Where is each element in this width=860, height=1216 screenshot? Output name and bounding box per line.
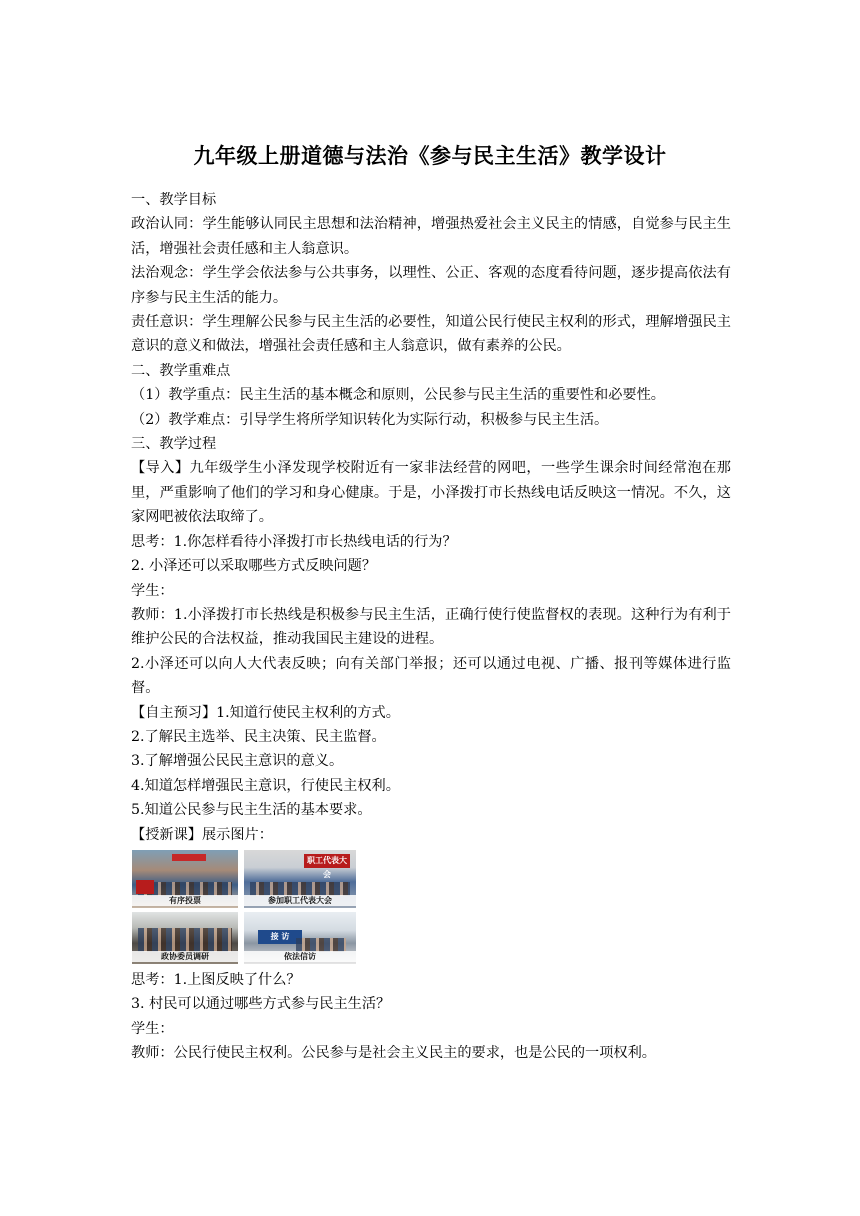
sign-label: 职工代表大会 [304, 854, 350, 868]
paragraph: 责任意识：学生理解公民参与民主生活的必要性，知道公民行使民主权利的形式，理解增强民主意识的意义和做法，增强社会责任感和主人翁意识，做有素养的公民。 [131, 314, 731, 355]
paragraph: 2.了解民主选举、民主决策、民主监督。 [131, 728, 386, 745]
crowd-shape [138, 928, 232, 952]
paragraph: （1）教学重点：民主生活的基本概念和原则，公民参与民主生活的重要性和必要性。 [131, 387, 665, 404]
paragraph: 教师：公民行使民主权利。公民参与是社会主义民主的要求，也是公民的一项权利。 [131, 1045, 656, 1062]
heading-process: 三、教学过程 [131, 436, 217, 453]
crowd-shape [296, 938, 346, 952]
paragraph: 3.了解增强公民民主意识的意义。 [131, 753, 344, 770]
sign-label: 接 访 [258, 930, 302, 944]
paragraph: 2. 小泽还可以采取哪些方式反映问题？ [131, 558, 377, 575]
paragraph: 4.知道怎样增强民主意识，行使民主权利。 [131, 777, 400, 794]
paragraph: （2）教学难点：引导学生将所学知识转化为实际行动，积极参与民主生活。 [131, 411, 609, 428]
paragraph: 【授新课】展示图片： [131, 826, 273, 843]
photo-caption: 政协委员调研 [132, 951, 238, 962]
photo-petition [244, 912, 356, 964]
photo-caption: 有序投票 [132, 895, 238, 906]
paragraph: 3. 村民可以通过哪些方式参与民主生活？ [131, 996, 391, 1013]
banner-shape [172, 854, 206, 861]
heading-key-points: 二、教学重难点 [131, 362, 231, 379]
heading-objectives: 一、教学目标 [131, 192, 217, 208]
paragraph: 【自主预习】1.知道行使民主权利的方式。 [131, 704, 400, 721]
page-title: 九年级上册道德与法治《参与民主生活》教学设计 [193, 144, 667, 168]
paragraph: 法治观念：学生学会依法参与公共事务，以理性、公正、客观的态度看待问题，逐步提高依法有序参与民主生活的能力。 [131, 265, 731, 306]
paragraph: 政治认同：学生能够认同民主思想和法治精神，增强热爱社会主义民主的情感，自觉参与民主生活，增强社会责任感和主人翁意识。 [131, 216, 731, 257]
paragraph: 教师：1.小泽拨打市长热线是积极参与民主生活，正确行使行使监督权的表现。这种行为有利于维护公民的合法权益，推动我国民主建设的进程。 [131, 606, 731, 648]
photo-collage [132, 850, 358, 964]
paragraph: 思考：1.上图反映了什么？ [131, 971, 301, 988]
crowd-shape [250, 882, 350, 896]
paragraph: 学生： [131, 1020, 174, 1037]
photo-caption: 依法信访 [244, 951, 356, 962]
paragraph: 学生： [131, 582, 174, 599]
photo-caption: 参加职工代表大会 [244, 895, 356, 906]
photo-workers-congress [244, 850, 356, 908]
paragraph: 2.小泽还可以向人大代表反映；向有关部门举报；还可以通过电视、广播、报刊等媒体进行监督。 [131, 655, 731, 697]
paragraph: 【导入】九年级学生小泽发现学校附近有一家非法经营的网吧，一些学生课余时间经常泡在那里，严重影响了他们的学习和身心健康。于是，小泽拨打市长热线电话反映这一情况。不久，这家网吧被依法取缔了。 [131, 460, 731, 526]
paragraph: 5.知道公民参与民主生活的基本要求。 [131, 802, 372, 819]
paragraph: 思考：1.你怎样看待小泽拨打市长热线电话的行为？ [131, 533, 457, 550]
photo-cppcc-research [132, 912, 238, 964]
document-body [131, 188, 731, 1066]
photo-voting [132, 850, 238, 908]
ballot-box-shape [136, 880, 154, 894]
